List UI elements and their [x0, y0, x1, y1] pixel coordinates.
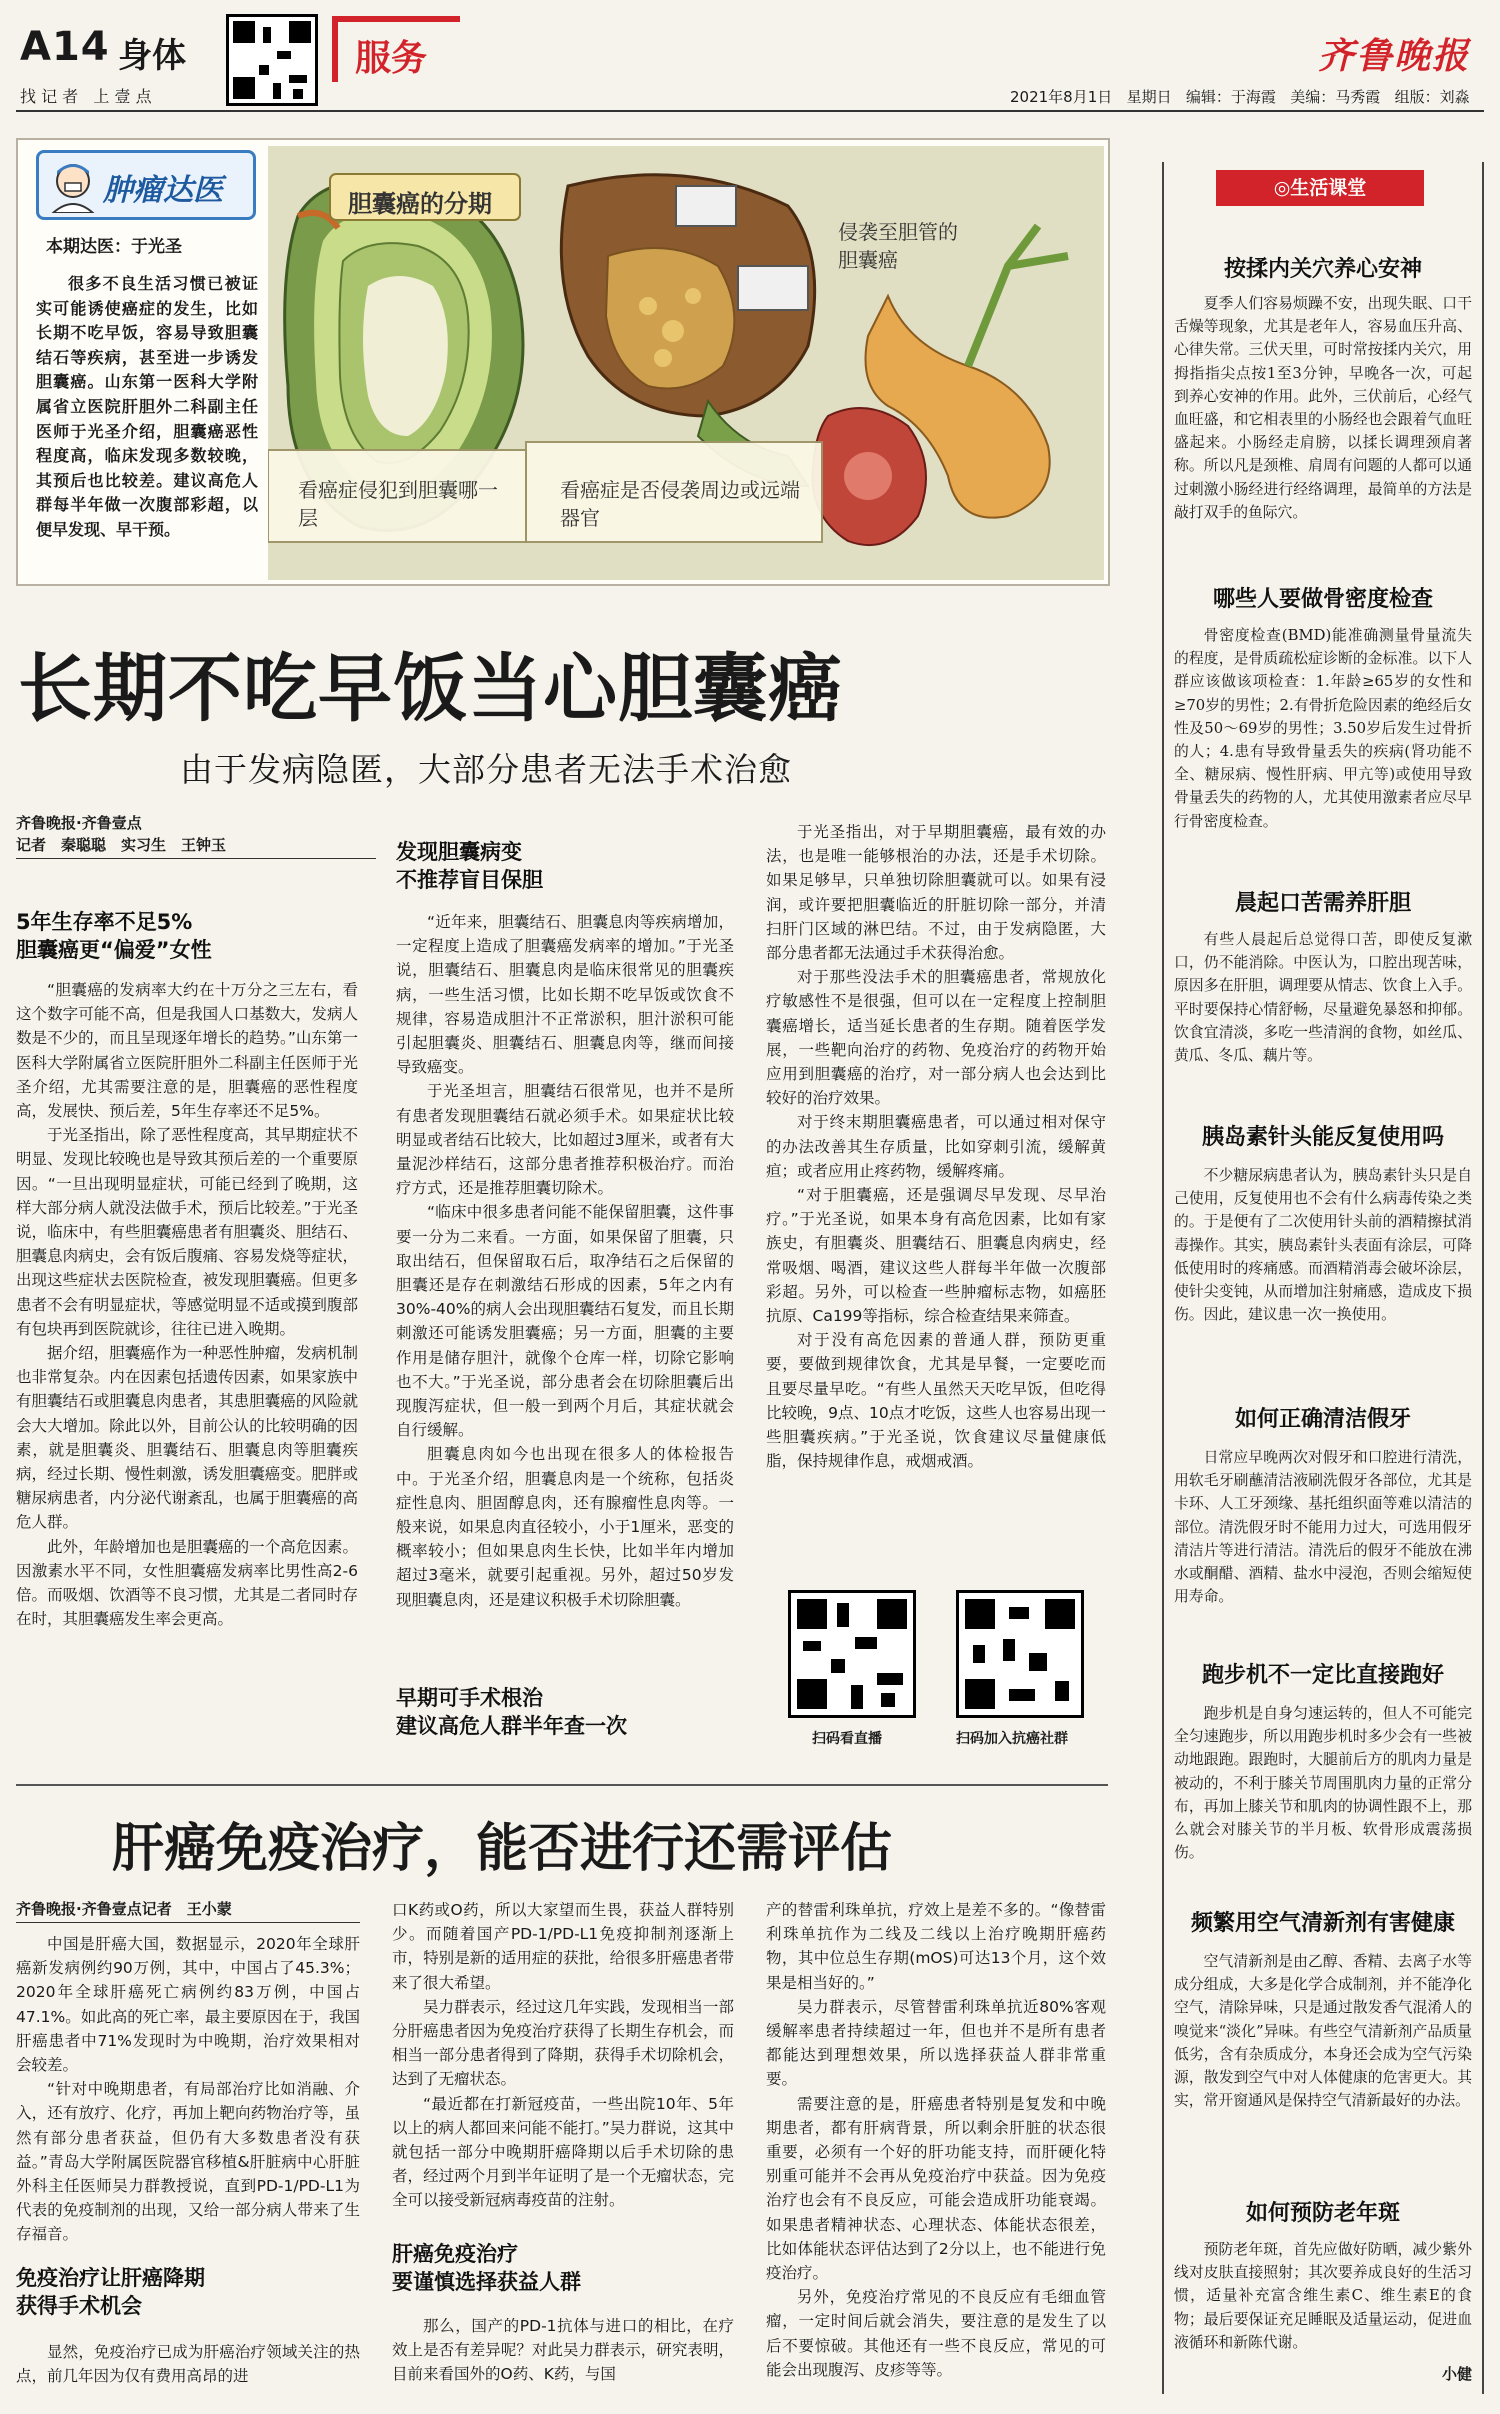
sidebar-header — [1216, 170, 1424, 206]
illustration-caption-right: 看癌症是否侵袭周边或远端器官 — [560, 478, 800, 530]
paragraph: 于光圣指出，除了恶性程度高，其早期症状不明显、发现比较晚也是导致其预后差的一个重要原因。“一旦出现明显症状，可能已经到了晚期，这样大部分病人就没法做手术，预后比较差。”于光圣说，临床中，有些胆囊癌患者有胆囊炎、胆结石、胆囊息肉病史，会有饭后腹痛、容易发烧等症状，出现这些症状去医院检查，被发现胆囊癌。但更多患者不会有明显症状，等感觉明显不适或摸到腹部有包块再到医院就诊，往往已进入晚期。 — [16, 1126, 358, 1338]
paragraph: “胆囊癌的发病率大约在十万分之三左右，看这个数字可能不高，但是我国人口基数大，发病人数是不少的，而且呈现逐年增长的趋势。”山东第一医科大学附属省立医院肝胆外二科副主任医师于光圣介绍，尤其需要注意的是，胆囊癌的恶性程度高，发展快、预后差，5年生存率还不足5%。 — [16, 981, 358, 1121]
paragraph: 对于终末期胆囊癌患者，可以通过相对保守的办法改善其生存质量，比如穿刺引流，缓解黄疸；或者应用止疼药物，缓解疼痛。 — [766, 1113, 1106, 1180]
illustration-title: 胆囊癌的分期 — [348, 189, 492, 218]
article2-headline: 肝癌免疫治疗，能否进行还需评估 — [112, 1818, 893, 1879]
sidebar-item-text — [1174, 928, 1472, 1067]
article2-col1-body — [16, 1932, 360, 2244]
paragraph: 中国是肝癌大国，数据显示，2020年全球肝癌新发病例约90万例，其中，中国占了45.3%；2020年全球肝癌死亡病例约83万例，中国占47.1%。如此高的死亡率，最主要原因在于，我国肝癌患者中71%发现时为中晚期，治疗效果相对会较差。 — [16, 1935, 360, 2075]
article1-col1-subhead: 5年生存率不足5% 胆囊癌更“偏爱”女性 — [16, 910, 212, 962]
paragraph: “对于胆囊癌，还是强调尽早发现、尽早治疗。”于光圣说，如果本身有高危因素，比如有家族史，有胆囊炎、胆囊结石、胆囊息肉病史，经常吸烟、喝酒，建议这些人群每半年做一次腹部彩超。另外，可以检查一些肿瘤标志物，如癌胚抗原、Ca199等指标，综合检查结果来筛查。 — [766, 1186, 1106, 1326]
feature-intro-text: 很多不良生活习惯已被证实可能诱使癌症的发生，比如长期不吃早饭，容易导致胆囊结石等疾病，甚至进一步诱发胆囊癌。山东第一医科大学附属省立医院肝胆外二科副主任医师于光圣介绍，胆囊癌恶性程度高，临床发现多数较晚，其预后也比较差。建议高危人群每半年做一次腹部彩超，以便早发现、早干预。 — [36, 274, 258, 539]
feature-badge — [36, 150, 256, 220]
header-meta — [1010, 86, 1470, 107]
sidebar-item-text — [1174, 1446, 1472, 1608]
sidebar-item-title: 哪些人要做骨密度检查 — [1212, 586, 1433, 612]
paragraph: 对于没有高危因素的普通人群，预防更重要，要做到规律饮食，尤其是早餐，一定要吃而且要尽量早吃。“有些人虽然天天吃早饭，但吃得比较晚，9点、10点才吃饭，这些人也容易出现一些胆囊疾病。”于光圣说，饮食建议尽量健康低脂，保持规律作息，戒烟戒酒。 — [766, 1331, 1106, 1471]
paragraph: 跑步机是自身匀速运转的，但人不可能完全匀速跑步，所以用跑步机时多少会有一些被动地跟跑。跟跑时，大腿前后方的肌肉力量是被动的，不利于膝关节周围肌肉力量的正常分布，再加上膝关节和肌肉的协调性跟不上，那么就会对膝关节的半月板、软骨形成震荡损伤。 — [1174, 1705, 1472, 1862]
section-name: 身体 — [118, 36, 186, 76]
paragraph: 产的替雷利珠单抗，疗效上是差不多的。“像替雷利珠单抗作为二线及二线以上治疗晚期肝癌药物，其中位总生存期(mOS)可达13个月，这个效果是相当好的。” — [766, 1901, 1106, 1992]
header-motto: 找 记 者 上 壹 点 — [20, 87, 152, 106]
sidebar — [1162, 162, 1484, 2394]
header-qr-code[interactable] — [226, 14, 318, 106]
feature-expert: 本期达医：于光圣 — [46, 237, 182, 257]
doctor-icon — [47, 159, 99, 213]
paragraph: 日常应早晚两次对假牙和口腔进行清洗，用软毛牙刷蘸清洁液刷洗假牙各部位，尤其是卡环、人工牙颈缘、基托组织面等难以清洁的部位。清洗假牙时不能用力过大，可选用假牙清洁片等进行清洁。清洗后的假牙不能放在沸水或酮醋、酒精、盐水中浸泡，否则会缩短使用寿命。 — [1174, 1449, 1472, 1606]
paragraph: 那么，国产的PD-1抗体与进口的相比，在疗效上是否有差异呢？对此吴力群表示，研究表明，目前来看国外的O药、K药，与国 — [392, 2317, 734, 2384]
article1-col2-subhead: 发现胆囊病变 不推荐盲目保胆 — [396, 840, 543, 892]
sidebar-item-text — [1174, 1950, 1472, 2112]
typesetter: 组版：刘淼 — [1394, 88, 1470, 106]
page-header — [0, 0, 1500, 110]
sidebar-signoff: 小健 — [1441, 2365, 1472, 2383]
sidebar-item-text — [1174, 292, 1472, 524]
sidebar-item-title: 如何预防老年斑 — [1245, 2200, 1400, 2226]
paragraph: 骨密度检查(BMD)能准确测量骨量流失的程度，是骨质疏松症诊断的金标准。以下人群应该做该项检查：1.年龄≥65岁的女性和≥70岁的男性；2.有骨折危险因素的绝经后女性及50～69岁的男性；3.50岁后发生过骨折的人；4.患有导致骨量丢失的疾病(肾功能不全、糖尿病、慢性肝病、甲亢等)或使用导致骨量丢失的药物的人，尤其使用激素者应尽早行骨密度检查。 — [1174, 627, 1472, 830]
article2-col2-subhead: 肝癌免疫治疗 要谨慎选择获益人群 — [392, 2242, 581, 2294]
paragraph: 口K药或O药，所以大家望而生畏，获益人群特别少。而随着国产PD-1/PD-L1免疫抑制剂逐渐上市，特别是新的适用症的获批，给很多肝癌患者带来了很大希望。 — [392, 1901, 734, 1992]
illustration-invasion-label: 侵袭至胆管的胆囊癌 — [838, 220, 958, 272]
paragraph: 显然，免疫治疗已成为肝癌治疗领域关注的热点，前几年因为仅有费用高昂的进 — [16, 2343, 360, 2386]
article1-col3-body — [766, 820, 1106, 1586]
sidebar-item-text — [1174, 1164, 1472, 1326]
community-qr-caption: 扫码加入抗癌社群 — [956, 1731, 1068, 1747]
paragraph: 据介绍，胆囊癌作为一种恶性肿瘤，发病机制也非常复杂。内在因素包括遗传因素，如果家族中有胆囊结石或胆囊息肉患者，其患胆囊癌的风险就会大大增加。除此以外，目前公认的比较明确的因素，就是胆囊炎、胆囊结石、胆囊息肉等胆囊疾病，经过长期、慢性刺激，诱发胆囊癌变。肥胖或糖尿病患者，内分泌代谢紊乱，也属于胆囊癌的高危人群。 — [16, 1344, 358, 1532]
paragraph: 另外，免疫治疗常见的不良反应有毛细血管瘤，一定时间后就会消失，要注意的是发生了以后不要惊破。其他还有一些不良反应，常见的可能会出现腹泻、皮疹等等。 — [766, 2288, 1106, 2379]
paragraph: 预防老年斑，首先应做好防晒，减少紫外线对皮肤直接照射；其次要养成良好的生活习惯，适量补充富含维生素C、维生素E的食物；最后要保证充足睡眠及适量运动，促进血液循环和新陈代谢。 — [1174, 2241, 1472, 2351]
article1-col1-body — [16, 978, 358, 1738]
illustration-caption-left: 看癌症侵犯到胆囊哪一层 — [298, 478, 498, 530]
article1-col2-body — [396, 910, 734, 1680]
paragraph: 于光圣指出，对于早期胆囊癌，最有效的办法，也是唯一能够根治的办法，还是手术切除。如果足够早，只单独切除胆囊就可以。如果有浸润，或许要把胆囊临近的肝脏切除一部分，并清扫肝门区域的淋巴结。不过，由于发病隐匿，大部分患者都无法通过手术获得治愈。 — [766, 823, 1106, 963]
sidebar-item-title: 晨起口苦需养肝胆 — [1234, 890, 1411, 916]
sidebar-item-title: 频繁用空气清新剂有害健康 — [1190, 1910, 1455, 1936]
sidebar-item-title: 胰岛素针头能反复使用吗 — [1201, 1124, 1444, 1150]
paragraph: “临床中很多患者问能不能保留胆囊，这件事要一分为二来看。一方面，如果保留了胆囊，只取出结石，但保留取石后，取净结石之后保留的胆囊还是存在刺激结石形成的因素，5年之内有30%-40%的病人会出现胆囊结石复发，而且长期刺激还可能诱发胆囊癌；另一方面，胆囊的主要作用是储存胆汁，就像个仓库一样，切除它影响也不大。”于光圣说，部分患者会在切除胆囊后出现腹泻症状，但一般一到两个月后，其症状就会自行缓解。 — [396, 1203, 734, 1440]
article2-byline: 齐鲁晚报·齐鲁壹点记者 王小蒙 — [16, 1898, 360, 1923]
article2-col3-body — [766, 1898, 1106, 2394]
sidebar-item-text — [1174, 624, 1472, 833]
sidebar-item-title: 跑步机不一定比直接跑好 — [1201, 1662, 1444, 1688]
staging-illustration — [268, 146, 1104, 580]
paragraph: 需要注意的是，肝癌患者特别是复发和中晚期患者，都有肝病背景，所以剩余肝脏的状态很重要，必须有一个好的肝功能支持，而肝硬化特别重可能并不会再从免疫治疗中获益。因为免疫治疗也会有不良反应，可能会造成肝功能衰竭。如果患者精神状态、心理状态、体能状态很差，比如体能状态评估达到了2分以上，也不能进行免疫治疗。 — [766, 2094, 1106, 2283]
paragraph: 空气清新剂是由乙醇、香精、去离子水等成分组成，大多是化学合成制剂，并不能净化空气，清除异味，只是通过散发香气混淆人的嗅觉来“淡化”异味。有些空气清新剂产品质量低劣，含有杂质成分，本身还会成为空气污染源，散发到空气中对人体健康的危害更大。其实，常开窗通风是保持空气清新最好的办法。 — [1174, 1953, 1472, 2110]
article2-col2-tail — [392, 2314, 734, 2390]
paragraph: 胆囊息肉如今也出现在很多人的体检报告中。于光圣介绍，胆囊息肉是一个统称，包括炎症性息肉、胆固醇息肉，还有腺瘤性息肉等。一般来说，如果息肉直径较小，小于1厘米，恶变的概率较小；但如果息肉生长快，比如半年内增加超过3毫米，就要引起重视。另外，超过50岁发现胆囊息肉，还是建议积极手术切除胆囊。 — [396, 1445, 734, 1609]
issue-weekday: 星期日 — [1126, 88, 1172, 106]
feature-badge-label: 肿瘤达医 — [103, 173, 223, 208]
paragraph: 吴力群表示，尽管替雷利珠单抗近80%客观缓解率患者持续超过一年，但也并不是所有患者都能达到理想效果，所以选择获益人群非常重要。 — [766, 1997, 1106, 2089]
column-tag: 服务 — [355, 37, 428, 79]
article2-divider — [16, 1784, 1108, 1786]
paper-logo: 齐鲁晚报 — [1318, 35, 1471, 77]
sidebar-item-title: 按揉内关穴养心安神 — [1223, 256, 1422, 282]
sidebar-item-title: 如何正确清洁假牙 — [1234, 1406, 1411, 1432]
article1-subheadline: 由于发病隐匿，大部分患者无法手术治愈 — [180, 750, 792, 789]
issue-date: 2021年8月1日 — [1010, 88, 1113, 106]
paragraph: 有些人晨起后总觉得口苦，即使反复漱口，仍不能消除。中医认为，口腔出现苦味，原因多在肝胆，调理要从情志、饮食上入手。平时要保持心情舒畅，尽量避免暴怒和抑郁。饮食宜清淡，多吃一些清润的食物，如丝瓜、黄瓜、冬瓜、藕片等。 — [1174, 931, 1472, 1065]
paragraph: 吴力群表示，经过这几年实践，发现相当一部分肝癌患者因为免疫治疗获得了长期生存机会，而相当一部分患者得到了降期，获得手术切除机会，达到了无瘤状态。 — [392, 1997, 734, 2089]
article1-byline — [16, 812, 376, 859]
article2-col2-body — [392, 1898, 734, 2234]
sidebar-header-label: ◎生活课堂 — [1273, 177, 1367, 199]
community-qr-code[interactable] — [956, 1590, 1084, 1718]
designer: 美编：马秀霞 — [1290, 88, 1381, 106]
paragraph: “最近都在打新冠疫苗，一些出院10年、5年以上的病人都回来问能不能打。”吴力群说，这其中就包括一部分中晚期肝癌降期以后手术切除的患者，经过两个月到半年证明了是一个无瘤状态，完全可以接受新冠病毒疫苗的注射。 — [392, 2094, 734, 2210]
article2-col1-tail — [16, 2340, 360, 2390]
header-rule — [16, 110, 1484, 112]
feature-intro — [36, 272, 258, 578]
live-stream-qr-caption: 扫码看直播 — [812, 1731, 882, 1747]
article1-byline-reporters: 记者 秦聪聪 实习生 王钟玉 — [16, 834, 376, 859]
article1-byline-outlet: 齐鲁晚报·齐鲁壹点 — [16, 814, 142, 832]
sidebar-item-text — [1174, 1702, 1472, 1864]
editor: 编辑：于海霞 — [1185, 88, 1276, 106]
paragraph: 不少糖尿病患者认为，胰岛素针头只是自己使用，反复使用也不会有什么病毒传染之类的。于是便有了二次使用针头前的酒精擦拭消毒操作。其实，胰岛素针头表面有涂层，可降低使用时的疼痛感。而酒精消毒会破坏涂层，使针尖变钝，从而增加注射痛感，造成皮下损伤。因此，建议患一次一换使用。 — [1174, 1167, 1472, 1324]
paragraph: 对于那些没法手术的胆囊癌患者，常规放化疗敏感性不是很强，但可以在一定程度上控制胆囊癌增长，适当延长患者的生存期。随着医学发展，一些靶向治疗的药物、免疫治疗的药物开始应用到胆囊癌的治疗，对一部分病人也会达到比较好的治疗效果。 — [766, 968, 1106, 1108]
page-code: A14 — [20, 24, 110, 70]
paragraph: 于光圣坦言，胆囊结石很常见，也并不是所有患者发现胆囊结石就必须手术。如果症状比较明显或者结石比较大，比如超过3厘米，或者有大量泥沙样结石，这部分患者推荐积极治疗。而治疗方式，还是推荐胆囊切除术。 — [396, 1082, 734, 1198]
paragraph: “近年来，胆囊结石、胆囊息肉等疾病增加，一定程度上造成了胆囊癌发病率的增加。”于光圣说，胆囊结石、胆囊息肉是临床很常见的胆囊疾病，一些生活习惯，比如长期不吃早饭或饮食不规律，容易造成胆汁不正常淤积，胆汁淤积可能引起胆囊炎、胆囊结石、胆囊息肉等，继而间接导致癌变。 — [396, 913, 734, 1077]
article2-col1-subhead: 免疫治疗让肝癌降期 获得手术机会 — [16, 2266, 205, 2318]
paragraph: 此外，年龄增加也是胆囊癌的一个高危因素。因激素水平不同，女性胆囊癌发病率比男性高2-6倍。而吸烟、饮酒等不良习惯，尤其是二者同时存在时，其胆囊癌发生率会更高。 — [16, 1537, 358, 1629]
sidebar-item-text — [1174, 2238, 1472, 2354]
paragraph: 夏季人们容易烦躁不安，出现失眠、口干舌燥等现象，尤其是老年人，容易血压升高、心律失常。三伏天里，可时常按揉内关穴，用拇指指尖点按1至3分钟，早晚各一次，可起到养心安神的作用。此外，三伏前后，心经气血旺盛，和它相表里的小肠经也会跟着气血旺盛起来。小肠经走肩膀，以揉长调理颈肩著称。所以凡是颈椎、肩周有问题的人都可以通过刺激小肠经进行经络调理，最简单的方法是敲打双手的鱼际穴。 — [1174, 295, 1472, 521]
article1-col2-subhead2: 早期可手术根治 建议高危人群半年查一次 — [396, 1686, 627, 1738]
paragraph: “针对中晚期患者，有局部治疗比如消融、介入，还有放疗、化疗，再加上靶向药物治疗等，虽然有部分患者获益，但仍有大多数患者没有获益。”青岛大学附属医院器官移植&肝脏病中心肝脏外科主任医师吴力群教授说，直到PD-1/PD-L1为代表的免疫制剂的出现，又给一部分病人带来了生存福音。 — [16, 2080, 360, 2244]
article1-headline: 长期不吃早饭当心胆囊癌 — [18, 646, 843, 732]
live-stream-qr-code[interactable] — [788, 1590, 916, 1718]
